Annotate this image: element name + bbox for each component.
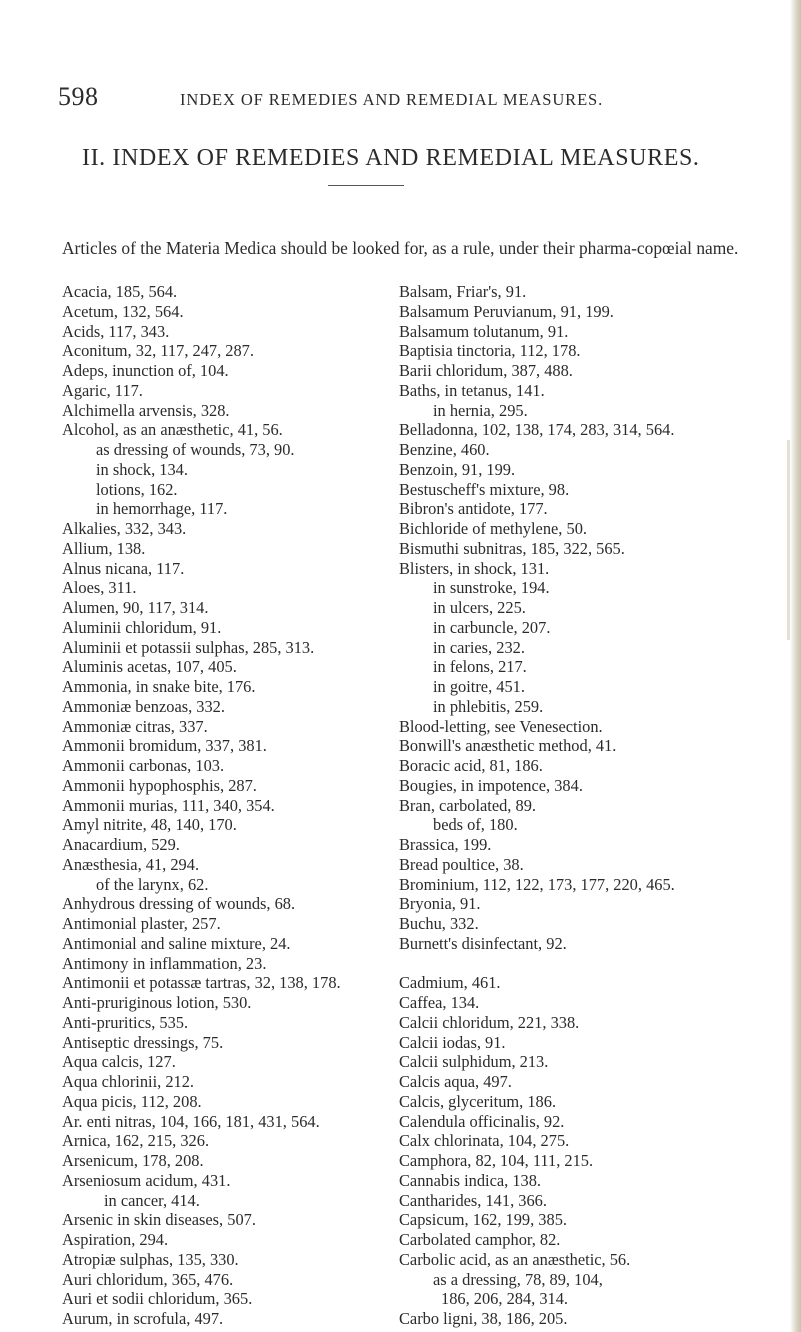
index-subentry: in carbuncle, 207. bbox=[433, 617, 551, 637]
index-subentry: in cancer, 414. bbox=[104, 1190, 200, 1210]
index-entry: Carbo ligni, 38, 186, 205. bbox=[399, 1309, 568, 1328]
index-entry: Alnus nicana, 117. bbox=[62, 558, 185, 578]
index-entry: Calcii chloridum, 221, 338. bbox=[399, 1012, 580, 1032]
page-edge bbox=[790, 0, 801, 1332]
index-entry: Boracic acid, 81, 186. bbox=[399, 756, 543, 775]
index-entry: Anti-pruriginous lotion, 530. bbox=[62, 993, 252, 1012]
index-entry: Alchimella arvensis, 328. bbox=[62, 400, 230, 420]
index-entry: Ammonii bromidum, 337, 381. bbox=[62, 736, 267, 756]
index-entry: Aluminii chloridum, 91. bbox=[62, 617, 222, 637]
index-entry: Aqua calcis, 127. bbox=[62, 1052, 176, 1072]
index-entry: Cadmium, 461. bbox=[399, 973, 501, 993]
index-subentry: as dressing of wounds, 73, 90. bbox=[96, 440, 295, 459]
index-entry: Ammoniæ benzoas, 332. bbox=[62, 696, 225, 716]
section-gap bbox=[399, 954, 771, 974]
index-entry: Ammonii carbonas, 103. bbox=[62, 756, 225, 775]
index-entry: Auri chloridum, 365, 476. bbox=[62, 1269, 234, 1289]
index-entry: Bran, carbolated, 89. bbox=[399, 795, 536, 815]
index-entry: Aluminii et potassii sulphas, 285, 313. bbox=[62, 637, 315, 657]
index-entry: Anhydrous dressing of wounds, 68. bbox=[62, 894, 296, 914]
index-entry: Bonwill's anæsthetic method, 41. bbox=[399, 736, 617, 756]
index-entry: Agaric, 117. bbox=[62, 380, 143, 400]
index-entry: Auri et sodii chloridum, 365. bbox=[62, 1289, 253, 1309]
index-entry: Benzoin, 91, 199. bbox=[399, 459, 516, 479]
index-entry: Bismuthi subnitras, 185, 322, 565. bbox=[399, 538, 625, 558]
index-subentry: in caries, 232. bbox=[433, 637, 525, 657]
index-entry: Carbolic acid, as an anæsthetic, 56. bbox=[399, 1249, 631, 1269]
index-entry: Bichloride of methylene, 50. bbox=[399, 519, 587, 538]
index-subentry: in sunstroke, 194. bbox=[433, 578, 550, 598]
index-entry: Alcohol, as an anæsthetic, 41, 56. bbox=[62, 420, 283, 440]
intro-paragraph: Articles of the Materia Medica should be looked for, as a rule, under their pharma-copœial name. bbox=[62, 238, 739, 258]
index-entry: Ammoniæ citras, 337. bbox=[62, 716, 208, 736]
index-entry: Cantharides, 141, 366. bbox=[399, 1190, 547, 1210]
index-entry: Acacia, 185, 564. bbox=[62, 282, 178, 301]
index-subentry: of the larynx, 62. bbox=[96, 874, 209, 894]
page-number: 598 bbox=[58, 82, 99, 111]
index-subentry: as a dressing, 78, 89, 104, bbox=[433, 1269, 603, 1289]
index-entry: Aloes, 311. bbox=[62, 578, 137, 598]
index-entry: Balsam, Friar's, 91. bbox=[399, 282, 527, 301]
index-entry: Adeps, inunction of, 104. bbox=[62, 361, 229, 380]
index-entry: Acetum, 132, 564. bbox=[62, 301, 184, 321]
index-entry: Calcii sulphidum, 213. bbox=[399, 1052, 549, 1072]
page-edge-shadow bbox=[787, 440, 790, 640]
index-entry: Anæsthesia, 41, 294. bbox=[62, 854, 200, 874]
index-entry: Aqua picis, 112, 208. bbox=[62, 1091, 202, 1111]
index-subentry: in hernia, 295. bbox=[433, 400, 528, 420]
index-entry: Arseniosum acidum, 431. bbox=[62, 1170, 231, 1190]
index-entry: Belladonna, 102, 138, 174, 283, 314, 564. bbox=[399, 420, 675, 440]
index-entry: Barii chloridum, 387, 488. bbox=[399, 361, 573, 380]
index-subentry: in shock, 134. bbox=[96, 459, 188, 479]
index-entry: Brassica, 199. bbox=[399, 835, 492, 854]
index-entry: Carbolated camphor, 82. bbox=[399, 1230, 561, 1249]
index-entry: Antimonial plaster, 257. bbox=[62, 914, 221, 933]
section-title: II. INDEX OF REMEDIES AND REMEDIAL MEASURES. bbox=[82, 145, 700, 171]
index-entry: Bread poultice, 38. bbox=[399, 854, 524, 874]
index-entry: Camphora, 82, 104, 111, 215. bbox=[399, 1151, 594, 1170]
index-entry: Arsenicum, 178, 208. bbox=[62, 1151, 204, 1170]
index-entry: Buchu, 332. bbox=[399, 914, 479, 933]
index-entry: Capsicum, 162, 199, 385. bbox=[399, 1210, 567, 1230]
index-entry: Alumen, 90, 117, 314. bbox=[62, 598, 209, 617]
index-entry: Aqua chlorinii, 212. bbox=[62, 1072, 195, 1091]
index-entry: Amyl nitrite, 48, 140, 170. bbox=[62, 815, 237, 835]
index-subentry: in felons, 217. bbox=[433, 657, 527, 677]
index-subentry: beds of, 180. bbox=[433, 815, 518, 835]
index-entry: Aconitum, 32, 117, 247, 287. bbox=[62, 341, 254, 361]
index-entry: Calcis aqua, 497. bbox=[399, 1072, 512, 1091]
index-entry: Aspiration, 294. bbox=[62, 1230, 169, 1249]
index-entry: Allium, 138. bbox=[62, 538, 146, 558]
index-entry: Calcii iodas, 91. bbox=[399, 1032, 506, 1052]
index-entry: Bibron's antidote, 177. bbox=[399, 499, 548, 519]
index-subentry: in ulcers, 225. bbox=[433, 598, 526, 617]
index-entry: Ammonii murias, 111, 340, 354. bbox=[62, 795, 275, 815]
index-entry: Antiseptic dressings, 75. bbox=[62, 1032, 224, 1052]
left-column bbox=[62, 282, 434, 1329]
running-head-title: INDEX OF REMEDIES AND REMEDIAL MEASURES. bbox=[180, 90, 604, 109]
index-entry: Baths, in tetanus, 141. bbox=[399, 380, 545, 400]
index-entry: Burnett's disinfectant, 92. bbox=[399, 933, 567, 953]
index-entry: Atropiæ sulphas, 135, 330. bbox=[62, 1249, 239, 1269]
index-entry: Calx chlorinata, 104, 275. bbox=[399, 1131, 570, 1151]
index-entry: Anacardium, 529. bbox=[62, 835, 180, 854]
index-entry: Bestuscheff's mixture, 98. bbox=[399, 479, 570, 499]
title-rule bbox=[328, 185, 404, 186]
index-entry: Aurum, in scrofula, 497. bbox=[62, 1309, 224, 1328]
right-column bbox=[399, 282, 771, 1329]
index-entry: Alkalies, 332, 343. bbox=[62, 519, 187, 538]
index-entry: Caffea, 134. bbox=[399, 993, 480, 1012]
index-entry: Bougies, in impotence, 384. bbox=[399, 775, 583, 795]
running-head bbox=[58, 82, 778, 112]
index-subentry: in goitre, 451. bbox=[433, 677, 525, 696]
index-entry: Blood-letting, see Venesection. bbox=[399, 716, 603, 736]
index-entry: Aluminis acetas, 107, 405. bbox=[62, 657, 237, 677]
index-entry: Blisters, in shock, 131. bbox=[399, 558, 550, 578]
index-entry: Balsamum Peruvianum, 91, 199. bbox=[399, 301, 614, 321]
index-entry: Antimony in inflammation, 23. bbox=[62, 953, 267, 973]
index-subentry: in hemorrhage, 117. bbox=[96, 499, 228, 519]
index-entry: Calendula officinalis, 92. bbox=[399, 1111, 565, 1131]
index-entry: Brominium, 112, 122, 173, 177, 220, 465. bbox=[399, 874, 675, 894]
index-entry: Cannabis indica, 138. bbox=[399, 1170, 542, 1190]
index-entry: Calcis, glyceritum, 186. bbox=[399, 1091, 557, 1111]
index-entry: Acids, 117, 343. bbox=[62, 321, 170, 341]
index-entry: Arsenic in skin diseases, 507. bbox=[62, 1210, 256, 1230]
index-entry: Bryonia, 91. bbox=[399, 894, 481, 914]
index-entry: Arnica, 162, 215, 326. bbox=[62, 1131, 210, 1151]
index-entry: Balsamum tolutanum, 91. bbox=[399, 321, 569, 341]
index-entry: Anti-pruritics, 535. bbox=[62, 1012, 189, 1032]
index-subentry: in phlebitis, 259. bbox=[433, 696, 544, 716]
index-subentry: lotions, 162. bbox=[96, 479, 178, 499]
index-entry: Antimonii et potassæ tartras, 32, 138, 178. bbox=[62, 973, 341, 993]
index-entry: Ammonia, in snake bite, 176. bbox=[62, 677, 256, 696]
index-subentry: 186, 206, 284, 314. bbox=[441, 1289, 569, 1309]
index-entry: Antimonial and saline mixture, 24. bbox=[62, 933, 291, 953]
index-entry: Ammonii hypophosphis, 287. bbox=[62, 775, 257, 795]
index-entry: Benzine, 460. bbox=[399, 440, 490, 459]
index-entry: Ar. enti nitras, 104, 166, 181, 431, 564. bbox=[62, 1111, 320, 1131]
index-entry: Baptisia tinctoria, 112, 178. bbox=[399, 341, 581, 361]
